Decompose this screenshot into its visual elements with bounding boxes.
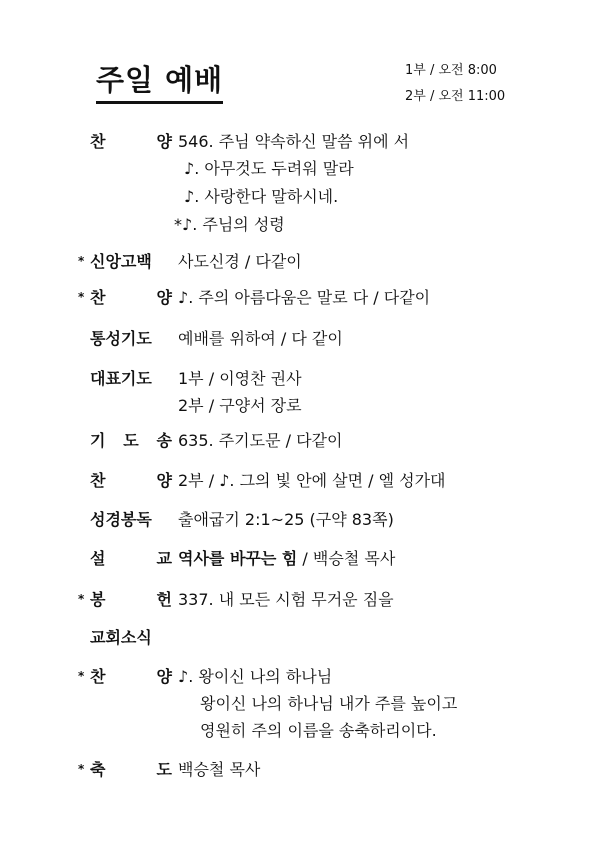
order-item bbox=[78, 467, 446, 494]
content-line: ♪. 사랑한다 말하시네. bbox=[184, 187, 339, 206]
item-content bbox=[178, 586, 394, 613]
order-item bbox=[78, 284, 430, 311]
item-label-text: 교회소식 bbox=[90, 628, 152, 647]
first-service-time: 1부 / 오전 8:00 bbox=[405, 63, 497, 78]
rise-marker: * bbox=[78, 669, 85, 683]
order-item bbox=[78, 128, 409, 155]
item-label bbox=[78, 756, 178, 783]
item-content bbox=[184, 183, 338, 210]
sermon-title: 역사를 바꾸는 힘 bbox=[178, 549, 298, 568]
item-label-text: 찬 양 bbox=[90, 471, 172, 490]
content-line: 예배를 위하여 / 다 같이 bbox=[178, 329, 343, 348]
item-content bbox=[178, 467, 446, 494]
content-line: 역사를 바꾸는 힘 / 백승철 목사 bbox=[178, 549, 396, 568]
second-service-time: 2부 / 오전 11:00 bbox=[405, 89, 506, 104]
order-item bbox=[78, 211, 285, 238]
order-item bbox=[78, 506, 394, 533]
item-label-text: 대표기도 bbox=[90, 369, 152, 388]
item-content bbox=[184, 155, 354, 182]
item-content bbox=[178, 365, 302, 419]
content-line: 337. 내 모든 시험 무거운 짐을 bbox=[178, 590, 394, 609]
item-content bbox=[178, 663, 457, 744]
content-line: 546. 주님 약속하신 말씀 위에 서 bbox=[178, 132, 410, 151]
item-label bbox=[78, 663, 178, 744]
content-line: 2부 / ♪. 그의 빛 안에 살면 / 엘 성가대 bbox=[178, 471, 446, 490]
order-item bbox=[78, 365, 302, 419]
item-content bbox=[178, 128, 409, 155]
content-line: 2부 / 구양서 장로 bbox=[178, 396, 302, 415]
item-label bbox=[78, 248, 178, 275]
item-label-text: 성경봉독 bbox=[90, 510, 152, 529]
item-label-text: 찬 양 bbox=[90, 288, 172, 307]
item-label-text: 기 도 송 bbox=[90, 431, 172, 450]
order-item bbox=[78, 756, 260, 783]
item-label bbox=[78, 128, 178, 155]
item-content bbox=[174, 211, 285, 238]
content-line: 영원히 주의 이름을 송축하리이다. bbox=[200, 721, 437, 740]
item-label-text: 설 교 bbox=[90, 549, 172, 568]
rise-marker: * bbox=[78, 592, 85, 606]
service-times bbox=[405, 58, 505, 110]
item-label bbox=[78, 325, 178, 352]
item-label bbox=[78, 506, 178, 533]
content-line: ♪. 아무것도 두려워 말라 bbox=[184, 159, 354, 178]
item-label-text: 찬 양 bbox=[90, 667, 172, 686]
rise-marker: * bbox=[78, 762, 85, 776]
item-label bbox=[78, 545, 178, 572]
item-content bbox=[178, 756, 260, 783]
content-line: 백승철 목사 bbox=[178, 760, 261, 779]
content-line: ♪. 왕이신 나의 하나님 bbox=[178, 667, 333, 686]
content-line: 635. 주기도문 / 다같이 bbox=[178, 431, 343, 450]
item-label bbox=[78, 365, 178, 419]
page-title: 주일 예배 bbox=[96, 58, 223, 104]
item-label-text: 통성기도 bbox=[90, 329, 152, 348]
order-item bbox=[78, 586, 394, 613]
item-content bbox=[178, 248, 302, 275]
order-item bbox=[78, 248, 302, 275]
item-label bbox=[78, 284, 178, 311]
item-label bbox=[78, 624, 178, 651]
rise-marker: * bbox=[78, 254, 85, 268]
item-label-text: 축 도 bbox=[90, 760, 172, 779]
item-label bbox=[78, 183, 178, 210]
item-label bbox=[78, 586, 178, 613]
item-content bbox=[178, 427, 342, 454]
content-line: 출애굽기 2:1~25 (구약 83쪽) bbox=[178, 510, 394, 529]
order-item bbox=[78, 325, 343, 352]
item-label bbox=[78, 211, 178, 238]
order-item bbox=[78, 427, 342, 454]
item-content bbox=[178, 506, 394, 533]
order-item bbox=[78, 183, 338, 210]
content-line: 왕이신 나의 하나님 내가 주를 높이고 bbox=[200, 694, 458, 713]
content-line: 1부 / 이영찬 권사 bbox=[178, 369, 302, 388]
item-label bbox=[78, 467, 178, 494]
item-content bbox=[178, 545, 395, 572]
content-line: *♪. 주님의 성령 bbox=[174, 215, 285, 234]
item-label bbox=[78, 155, 178, 182]
item-label-text: 찬 양 bbox=[90, 132, 172, 151]
order-item bbox=[78, 155, 354, 182]
rise-marker: * bbox=[78, 290, 85, 304]
order-item bbox=[78, 663, 457, 744]
content-line: 사도신경 / 다같이 bbox=[178, 252, 302, 271]
item-label-text: 봉 헌 bbox=[90, 590, 172, 609]
order-item bbox=[78, 545, 395, 572]
content-line: ♪. 주의 아름다움은 말로 다 / 다같이 bbox=[178, 288, 431, 307]
item-content bbox=[178, 325, 343, 352]
item-label-text: 신앙고백 bbox=[90, 252, 152, 271]
item-content bbox=[178, 284, 430, 311]
order-item bbox=[78, 624, 178, 651]
item-label bbox=[78, 427, 178, 454]
